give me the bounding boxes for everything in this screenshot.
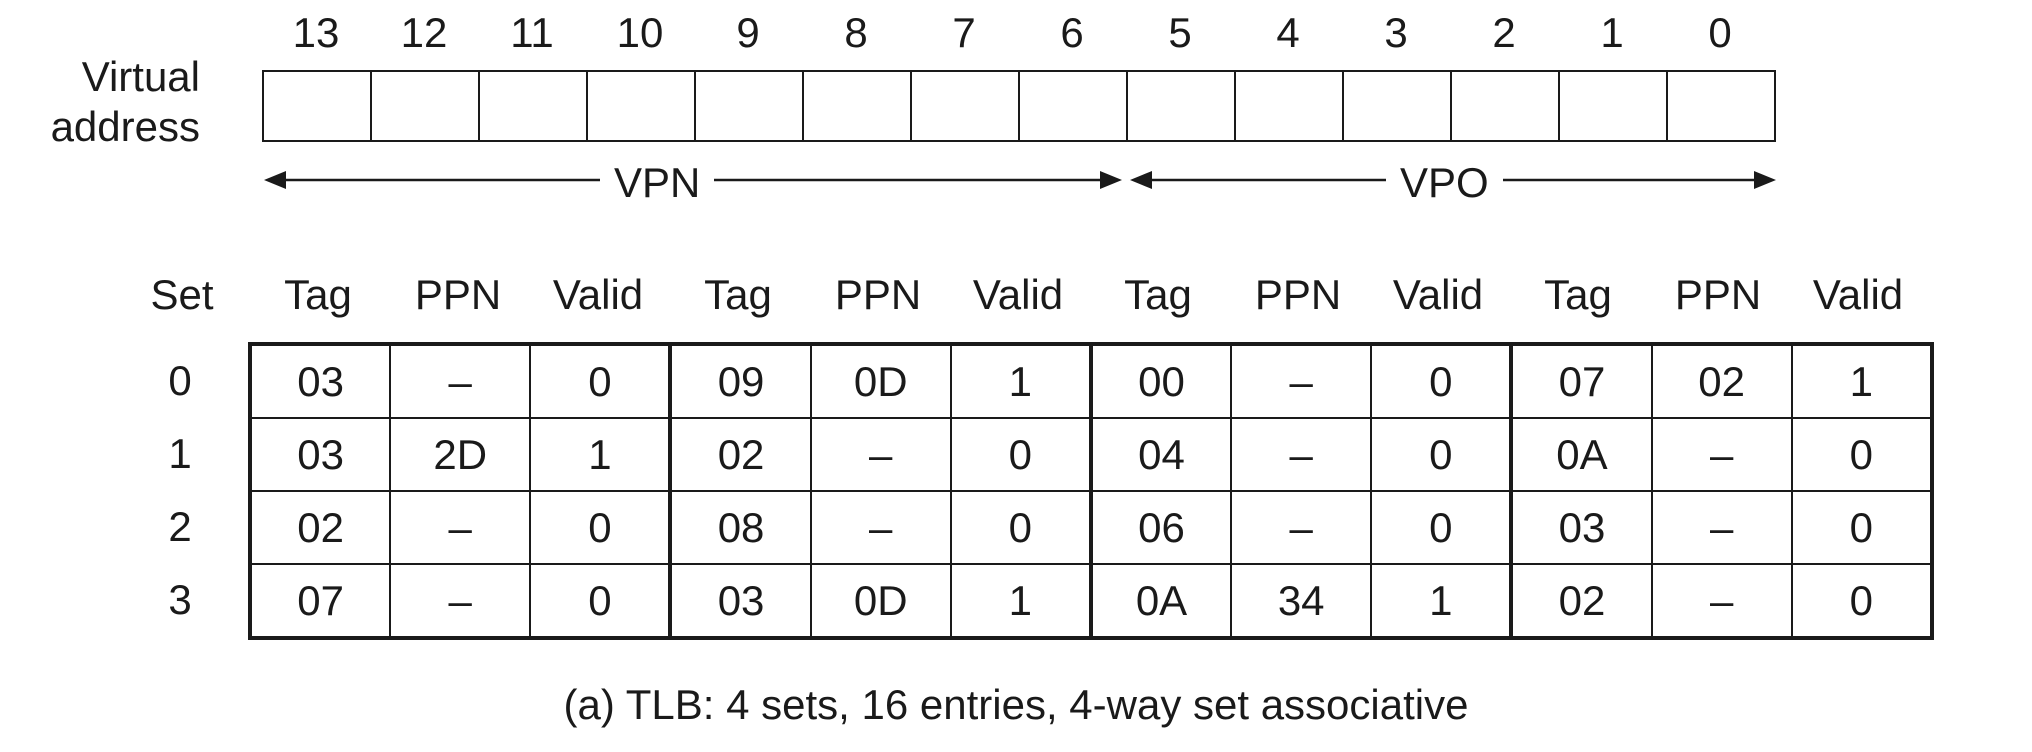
bit-number: 8 [844, 9, 868, 56]
ppn-cell: – [1652, 564, 1792, 638]
tag-cell: 02 [250, 491, 390, 564]
ppn-cell: – [1652, 491, 1792, 564]
tag-cell: 0A [1091, 564, 1231, 638]
table-row [250, 418, 1932, 491]
set-label: 0 [168, 357, 192, 404]
tag-column-header: Tag [1124, 271, 1192, 318]
tag-cell: 03 [670, 564, 810, 638]
valid-cell: 0 [951, 418, 1091, 491]
tag-column-header: Tag [704, 271, 772, 318]
tag-cell: 08 [670, 491, 810, 564]
bit-number: 6 [1060, 9, 1084, 56]
ppn-cell: – [390, 564, 530, 638]
ppn-cell: – [390, 491, 530, 564]
tag-cell: 00 [1091, 344, 1231, 418]
ppn-column-header: PPN [1254, 271, 1342, 318]
tag-cell: 06 [1091, 491, 1231, 564]
ppn-cell: – [811, 491, 951, 564]
set-column-header: Set [150, 271, 214, 318]
ppn-cell: – [1231, 491, 1371, 564]
table-row [250, 344, 1932, 418]
valid-cell: 0 [1371, 491, 1511, 564]
bit-number: 4 [1276, 9, 1300, 56]
bit-number: 1 [1600, 9, 1624, 56]
ppn-column-header: PPN [834, 271, 922, 318]
bit-number: 9 [736, 9, 760, 56]
tag-cell: 07 [1511, 344, 1651, 418]
valid-column-header: Valid [1812, 271, 1904, 318]
tag-column-header: Tag [284, 271, 352, 318]
tag-cell: 02 [670, 418, 810, 491]
valid-column-header: Valid [1392, 271, 1484, 318]
figure-caption: (a) TLB: 4 sets, 16 entries, 4-way set associative [563, 681, 1469, 728]
bit-number: 2 [1492, 9, 1516, 56]
tag-cell: 02 [1511, 564, 1651, 638]
virtual-address-label-line2: address [50, 103, 200, 150]
bit-number: 7 [952, 9, 976, 56]
bit-number: 13 [292, 9, 340, 56]
valid-cell: 0 [951, 491, 1091, 564]
tag-cell: 03 [1511, 491, 1651, 564]
bit-number: 12 [400, 9, 448, 56]
valid-cell: 0 [530, 344, 670, 418]
tag-cell: 04 [1091, 418, 1231, 491]
table-row [250, 491, 1932, 564]
valid-cell: 0 [530, 564, 670, 638]
bit-number: 5 [1168, 9, 1192, 56]
vpo-label: VPO [1386, 158, 1503, 208]
ppn-cell: – [1231, 344, 1371, 418]
tag-cell: 07 [250, 564, 390, 638]
ppn-column-header: PPN [1674, 271, 1762, 318]
ppn-cell: 0D [811, 344, 951, 418]
valid-cell: 1 [1371, 564, 1511, 638]
valid-cell: 1 [951, 564, 1091, 638]
valid-cell: 0 [530, 491, 670, 564]
set-label: 1 [168, 430, 192, 477]
ppn-cell: – [1231, 418, 1371, 491]
valid-column-header: Valid [552, 271, 644, 318]
tag-cell: 03 [250, 418, 390, 491]
ppn-cell: – [390, 344, 530, 418]
valid-column-header: Valid [972, 271, 1064, 318]
bit-number: 0 [1708, 9, 1732, 56]
set-label: 2 [168, 503, 192, 550]
valid-cell: 0 [1371, 418, 1511, 491]
ppn-cell: – [811, 418, 951, 491]
bit-number: 3 [1384, 9, 1408, 56]
bit-number: 10 [616, 9, 664, 56]
tlb-table [248, 342, 1934, 640]
tag-cell: 09 [670, 344, 810, 418]
table-row [250, 564, 1932, 638]
valid-cell: 0 [1371, 344, 1511, 418]
valid-cell: 1 [1792, 344, 1932, 418]
valid-cell: 0 [1792, 491, 1932, 564]
virtual-address-label-line1: Virtual [81, 53, 200, 100]
valid-cell: 1 [951, 344, 1091, 418]
ppn-cell: – [1652, 418, 1792, 491]
ppn-cell: 02 [1652, 344, 1792, 418]
tag-cell: 0A [1511, 418, 1651, 491]
ppn-cell: 0D [811, 564, 951, 638]
ppn-column-header: PPN [414, 271, 502, 318]
ppn-cell: 2D [390, 418, 530, 491]
valid-cell: 0 [1792, 418, 1932, 491]
bit-number: 11 [510, 9, 554, 56]
tag-cell: 03 [250, 344, 390, 418]
ppn-cell: 34 [1231, 564, 1371, 638]
valid-cell: 0 [1792, 564, 1932, 638]
valid-cell: 1 [530, 418, 670, 491]
set-label: 3 [168, 576, 192, 623]
tag-column-header: Tag [1544, 271, 1612, 318]
vpn-label: VPN [600, 158, 714, 208]
